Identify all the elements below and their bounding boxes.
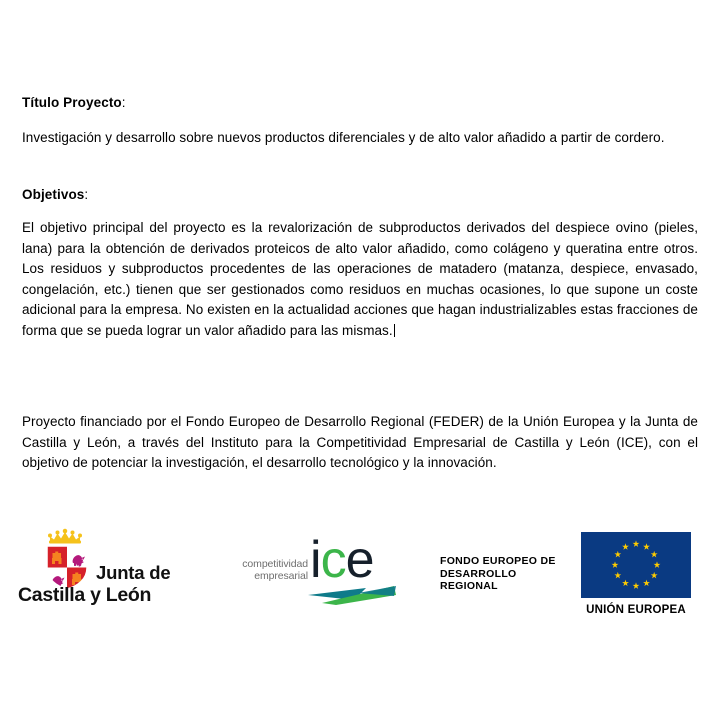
- feder-line3: REGIONAL: [440, 580, 498, 592]
- heading-label: Objetivos: [22, 187, 85, 202]
- titulo-proyecto-paragraph: [22, 128, 698, 149]
- logo-strip: [0, 520, 720, 630]
- union-europea-logo: [581, 532, 693, 627]
- heading-label: Título Proyecto: [22, 95, 122, 110]
- junta-wordmark: [18, 528, 203, 618]
- funding-paragraph: [22, 412, 698, 474]
- junta-wordmark-line1: Junta de: [96, 562, 171, 583]
- ice-wordmark-c: c: [320, 531, 346, 589]
- titulo-proyecto-heading: [22, 93, 698, 113]
- heading-colon: :: [121, 95, 126, 110]
- feder-line1: FONDO EUROPEO DE: [440, 555, 556, 567]
- heading-text: [22, 93, 698, 113]
- junta-wordmark-line2: Castilla y León: [18, 584, 152, 606]
- text-cursor: [394, 324, 395, 337]
- ice-tagline-line2: empresarial: [254, 569, 308, 582]
- heading-text: [22, 185, 698, 205]
- fondo-europeo-desarrollo-regional-text: [440, 555, 575, 593]
- ice-logo: [224, 530, 399, 616]
- ice-tagline: [224, 559, 308, 582]
- ice-wordmark-i: i: [310, 531, 321, 589]
- heading-colon: :: [84, 187, 89, 202]
- european-union-flag-icon: [581, 532, 691, 598]
- ice-wordmark: [310, 531, 374, 589]
- objetivos-heading: [22, 185, 698, 205]
- funding-body: Proyecto financiado por el Fondo Europeo de Desarrollo Regional (FEDER) de la Unión Europea y la Junta de Castilla y León, a través del Instituto para la Competitividad Empresarial de Castilla y León (ICE), con el objetivo de potenciar la investigación, el desarrollo tecnológico y la innovación.: [22, 414, 698, 470]
- objetivos-paragraph[interactable]: [22, 218, 698, 341]
- objetivos-body: [22, 218, 698, 341]
- titulo-proyecto-body: Investigación y desarrollo sobre nuevos productos diferenciales y de alto valor añadido a partir de cordero.: [22, 130, 665, 145]
- union-europea-caption: UNIÓN EUROPEA: [586, 604, 686, 616]
- objetivos-body-text: El objetivo principal del proyecto es la revalorización de subproductos derivados del despiece ovino (pieles, lana) para la obtención de derivados proteicos de alto valor añadido, como colágeno y queratina entre otros. Los residuos y subproductos procedentes de las operaciones de matadero (matanza, despiece, envasado, congelación, etc.) tienen que ser gestionados como residuos en muchas ocasiones, lo que supone un coste adicional para la empresa. No existen en la actualidad acciones que hagan industrializables estas fracciones de forma que se pueda lograr un valor añadido para las mismas.: [22, 220, 698, 338]
- ice-tagline-line1: competitividad: [242, 558, 308, 570]
- ice-wordmark-e: e: [345, 531, 374, 589]
- feder-line2: DESARROLLO: [440, 567, 517, 580]
- junta-de-castilla-y-leon-logo: [18, 528, 203, 618]
- ice-swoosh-icon: [306, 584, 398, 606]
